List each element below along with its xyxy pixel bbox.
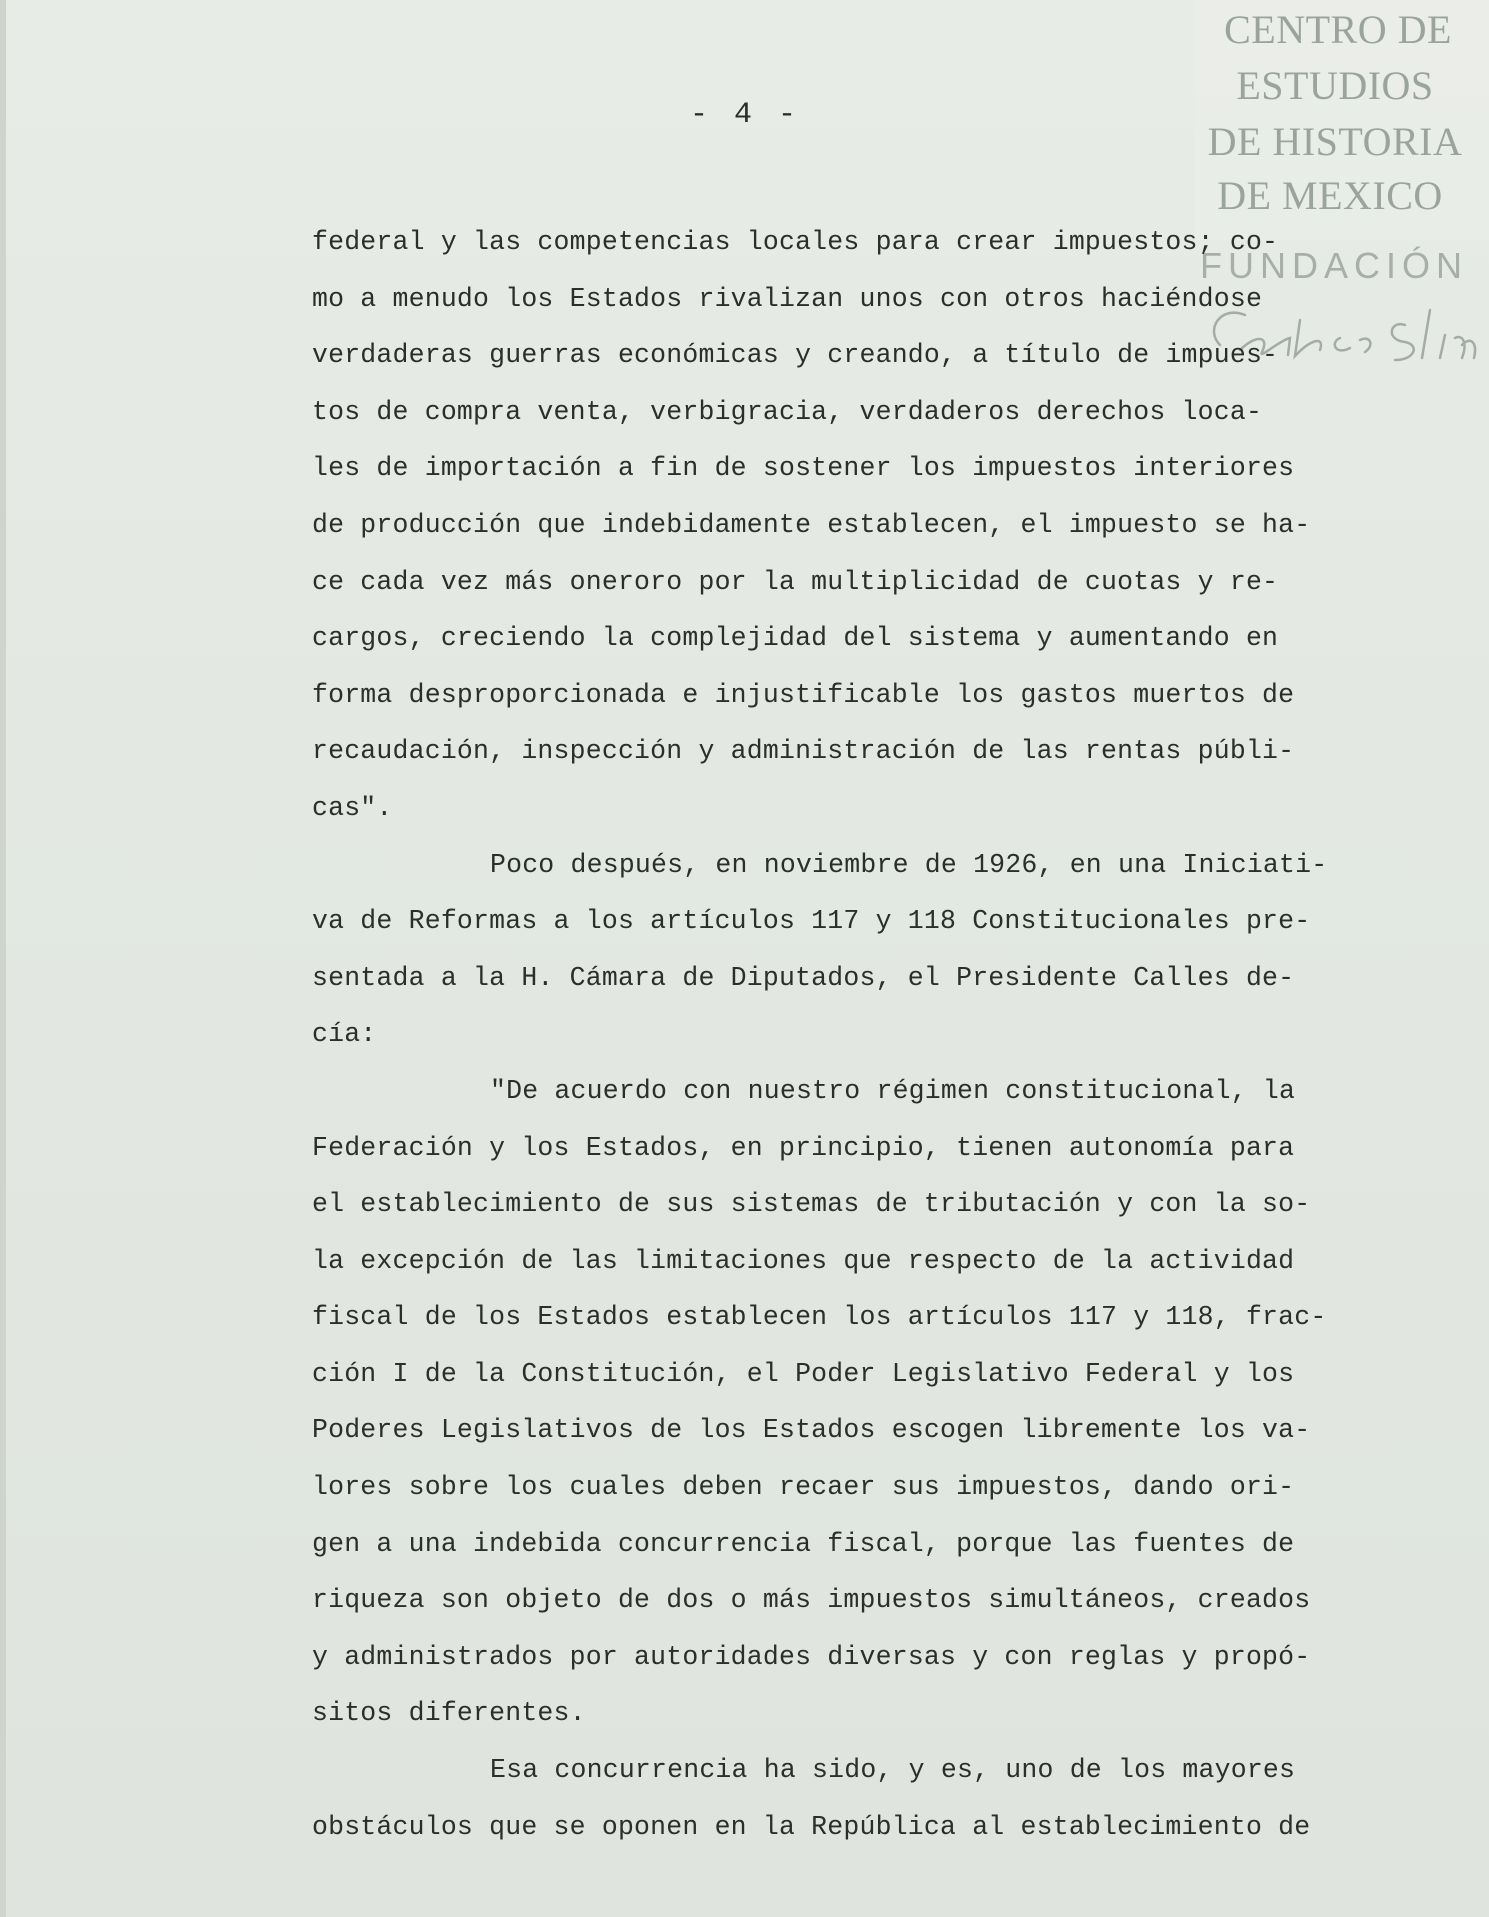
text-line: sentada a la H. Cámara de Diputados, el Presidente Calles de- — [312, 962, 1295, 993]
text-line: y administrados por autoridades diversas y con reglas y propó- — [312, 1641, 1311, 1672]
archive-watermark — [1195, 0, 1489, 240]
text-line: recaudación, inspección y administración de las rentas públi- — [312, 736, 1295, 767]
text-line: forma desproporcionada e injustificable los gastos muertos de — [312, 679, 1295, 710]
text-line: el establecimiento de sus sistemas de tributación y con la so- — [312, 1189, 1311, 1220]
text-line: de producción que indebidamente establecen, el impuesto se ha- — [312, 509, 1311, 540]
text-line: ce cada vez más oneroro por la multiplicidad de cuotas y re- — [312, 566, 1279, 597]
text-line: obstáculos que se oponen en la República al establecimiento de — [312, 1811, 1311, 1842]
paragraph-start-line: Esa concurrencia ha sido, y es, uno de los mayores — [490, 1755, 1296, 1786]
watermark-line: CENTRO DE — [1224, 7, 1452, 52]
watermark-line: ESTUDIOS — [1236, 63, 1434, 108]
text-line: fiscal de los Estados establecen los artículos 117 y 118, frac- — [312, 1302, 1327, 1333]
quote-start-line: "De acuerdo con nuestro régimen constitucional, la — [490, 1075, 1296, 1106]
text-line: tos de compra venta, verbigracia, verdaderos derechos loca- — [312, 396, 1263, 427]
paragraph-start-line: Poco después, en noviembre de 1926, en una Iniciati- — [490, 849, 1328, 880]
text-line: lores sobre los cuales deben recaer sus impuestos, dando ori- — [312, 1472, 1295, 1503]
watermark-line: DE HISTORIA — [1207, 119, 1463, 164]
text-line: ción I de la Constitución, el Poder Legislativo Federal y los — [312, 1358, 1295, 1389]
text-line: federal y las competencias locales para crear impuestos; co- — [312, 227, 1279, 257]
text-line: verdaderas guerras económicas y creando, a título de impues- — [312, 340, 1279, 371]
document-body — [312, 214, 1412, 1855]
text-line: la excepción de las limitaciones que respecto de la actividad — [312, 1245, 1295, 1276]
text-line: gen a una indebida concurrencia fiscal, porque las fuentes de — [312, 1528, 1295, 1559]
text-line: Federación y los Estados, en principio, tienen autonomía para — [312, 1132, 1295, 1163]
page-edge — [0, 0, 6, 1917]
text-line: les de importación a fin de sostener los impuestos interiores — [312, 453, 1295, 484]
watermark-line: DE MEXICO — [1217, 173, 1443, 218]
text-line: mo a menudo los Estados rivalizan unos con otros haciéndose — [312, 283, 1263, 314]
text-line: cargos, creciendo la complejidad del sistema y aumentando en — [312, 623, 1279, 654]
text-line: cas". — [312, 792, 393, 823]
text-line: Poderes Legislativos de los Estados escogen libremente los va- — [312, 1415, 1311, 1446]
text-line: sitos diferentes. — [312, 1698, 586, 1729]
watermark-foundation: FUNDACIÓN — [1200, 245, 1468, 286]
text-line: va de Reformas a los artículos 117 y 118 Constitucionales pre- — [312, 906, 1311, 937]
page-number: - 4 - — [690, 98, 801, 132]
text-line: cía: — [312, 1019, 377, 1050]
text-line: riqueza son objeto de dos o más impuestos simultáneos, creados — [312, 1585, 1311, 1616]
